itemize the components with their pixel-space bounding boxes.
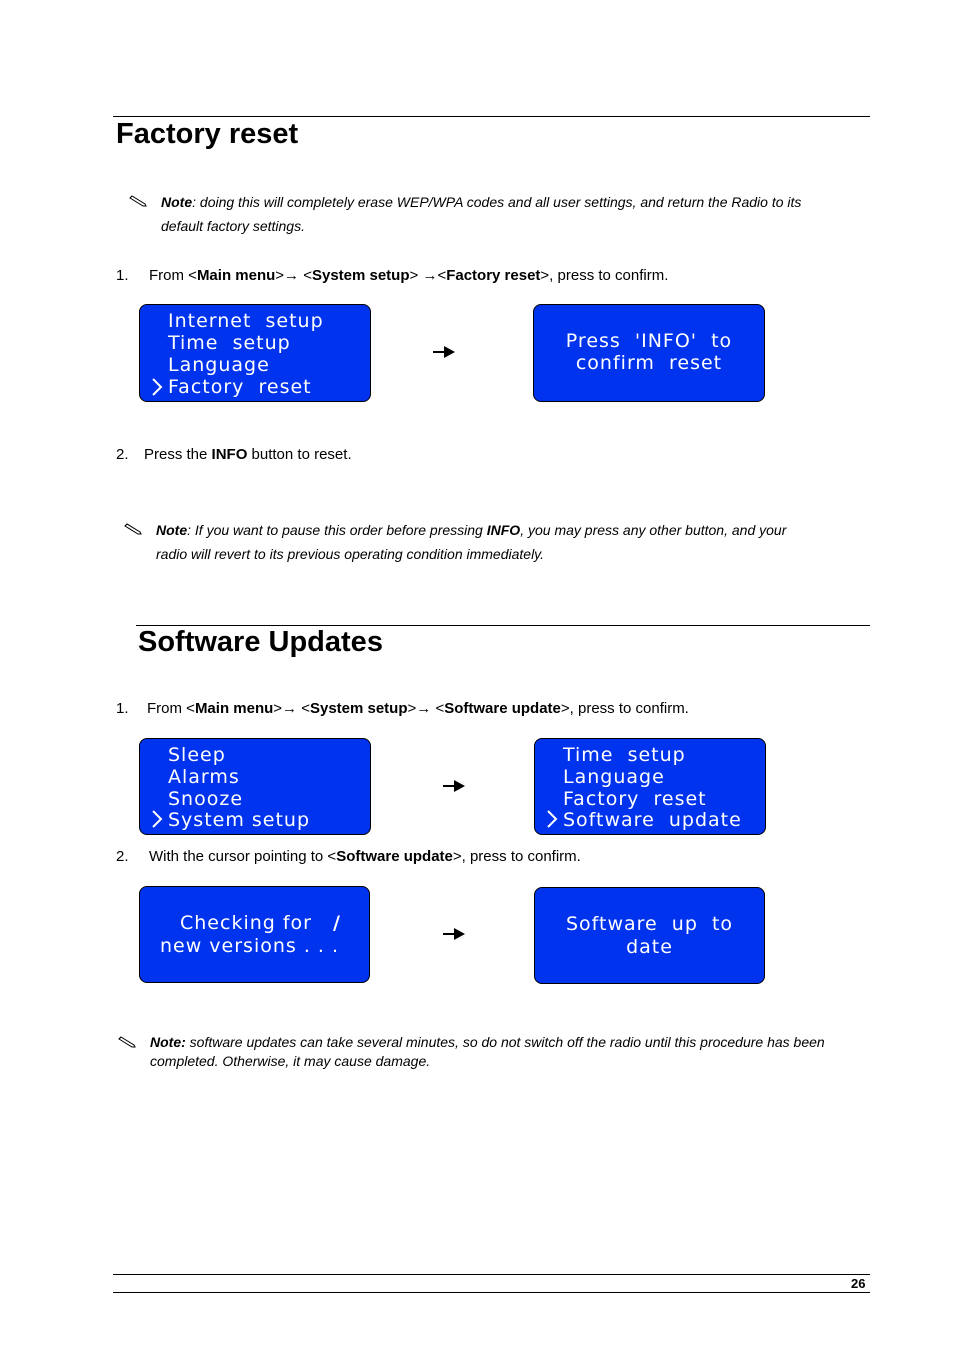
lcd-line: Software up to xyxy=(565,913,734,935)
note-label: Note xyxy=(161,194,193,210)
lcd-line-selected: Factory reset xyxy=(168,376,312,398)
section-heading-software-updates: Software Updates xyxy=(138,626,383,658)
lcd-line: Factory reset xyxy=(563,788,707,810)
lcd-screen-system-menu xyxy=(139,304,371,402)
note-text: : doing this will completely erase WEP/WPA codes and all user settings, and return the Radio to its default factory settings. xyxy=(161,194,802,234)
lcd-line: Alarms xyxy=(168,766,240,788)
step-text: >, press to confirm. xyxy=(560,700,689,717)
cursor-chevron-icon xyxy=(150,809,164,829)
step-text: >→ < xyxy=(275,267,312,284)
lcd-line: Sleep xyxy=(168,744,226,766)
step-bold-info: INFO xyxy=(211,446,248,463)
lcd-line: Checking for xyxy=(180,912,312,934)
right-arrow-icon xyxy=(432,345,456,359)
lcd-line-selected: System setup xyxy=(168,809,311,831)
factory-step-2 xyxy=(116,446,352,463)
lcd-line-selected: Software update xyxy=(563,809,742,831)
note-factory-reset xyxy=(161,190,841,238)
step-text: From < xyxy=(149,267,197,284)
step-text: >, press to confirm. xyxy=(452,848,581,865)
note-software-update xyxy=(150,1033,862,1071)
lcd-screen-main-menu xyxy=(139,738,371,835)
note-label: Note xyxy=(156,522,188,538)
lcd-line: Language xyxy=(563,766,665,788)
step-text: >→ < xyxy=(273,700,310,717)
note-text: , you may press any other button, and your radio will revert to its previous operating condition immediately. xyxy=(156,522,787,562)
cursor-chevron-icon xyxy=(545,809,559,829)
note-pencil-icon xyxy=(117,1036,137,1050)
step-text: With the cursor pointing to < xyxy=(149,848,337,865)
note-label: Note: xyxy=(150,1034,186,1050)
lcd-line: confirm reset xyxy=(575,352,723,374)
right-arrow-icon xyxy=(442,927,466,941)
footer-rule-bottom xyxy=(113,1292,870,1293)
step-bold-factory-reset: Factory reset xyxy=(446,267,541,284)
step-bold-system-setup: System setup xyxy=(309,700,408,717)
right-arrow-icon xyxy=(442,779,466,793)
lcd-spinner: / xyxy=(333,912,341,934)
lcd-screen-up-to-date xyxy=(534,887,765,984)
software-step-1 xyxy=(116,700,689,717)
page-number: 26 xyxy=(851,1276,866,1291)
note-text: : If you want to pause this order before pressing xyxy=(187,522,487,538)
step-number: 1. xyxy=(116,700,129,717)
lcd-line: Time setup xyxy=(563,744,686,766)
lcd-line: Time setup xyxy=(168,332,291,354)
step-number: 2. xyxy=(116,446,129,463)
note-text: software updates can take several minutes, so do not switch off the radio until this procedure has been completed. Otherwise, it may cause damage. xyxy=(150,1034,825,1069)
lcd-screen-checking xyxy=(139,886,370,983)
step-number: 1. xyxy=(116,267,129,284)
lcd-line: Language xyxy=(168,354,270,376)
section-heading-factory-reset: Factory reset xyxy=(116,118,299,150)
step-bold-software-update: Software update xyxy=(444,700,561,717)
section-rule-top xyxy=(113,116,870,117)
lcd-line: Press 'INFO' to xyxy=(565,330,733,352)
note-pause-order xyxy=(156,518,816,566)
footer-rule-top xyxy=(113,1274,870,1275)
lcd-line: Snooze xyxy=(168,788,244,810)
note-pencil-icon xyxy=(123,523,143,537)
lcd-line: Internet setup xyxy=(168,310,324,332)
step-bold-software-update: Software update xyxy=(336,848,453,865)
step-text: button to reset. xyxy=(247,446,352,463)
step-text: >→ < xyxy=(407,700,445,717)
step-bold-system-setup: System setup xyxy=(311,267,410,284)
note-bold-info: INFO xyxy=(486,522,521,538)
step-bold-main-menu: Main menu xyxy=(194,700,274,717)
software-step-2 xyxy=(116,848,581,865)
step-bold-main-menu: Main menu xyxy=(196,267,276,284)
lcd-screen-confirm-reset xyxy=(533,304,765,402)
factory-step-1 xyxy=(116,267,668,284)
step-number: 2. xyxy=(116,848,129,865)
step-text: >, press to confirm. xyxy=(540,267,669,284)
lcd-line: new versions . . . xyxy=(160,935,340,957)
cursor-chevron-icon xyxy=(150,377,164,397)
lcd-screen-system-setup xyxy=(534,738,766,835)
step-text: Press the xyxy=(144,446,212,463)
step-text: From < xyxy=(147,700,195,717)
note-pencil-icon xyxy=(128,195,148,209)
step-text: > →< xyxy=(409,267,447,284)
lcd-line: date xyxy=(626,936,673,958)
